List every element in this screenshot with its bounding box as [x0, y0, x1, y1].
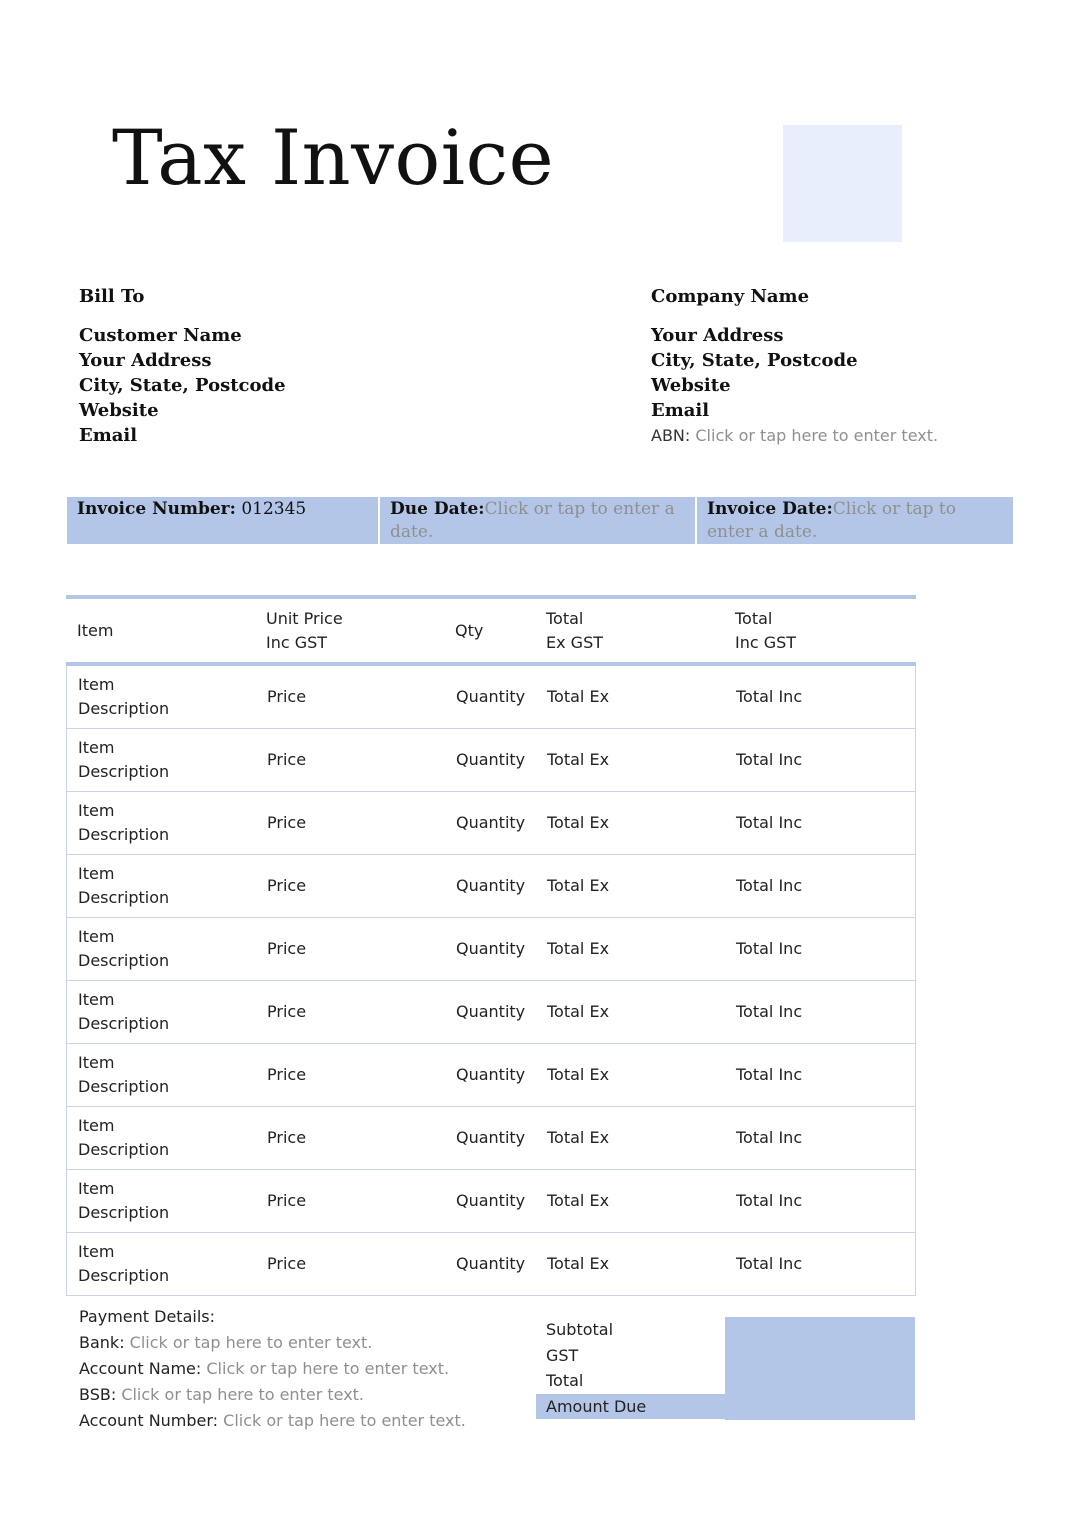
company-city[interactable]: City, State, Postcode	[651, 350, 858, 371]
cell-qty[interactable]: Quantity	[456, 687, 526, 706]
abn-line	[651, 423, 938, 448]
cell-total-inc[interactable]: Total Inc	[736, 1065, 803, 1084]
invoice-title: Tax Invoice	[112, 113, 555, 202]
totals-values-box[interactable]	[725, 1317, 915, 1420]
account-name-line: Account Name: Click or tap here to enter text.	[79, 1359, 450, 1378]
customer-name[interactable]: Customer Name	[79, 325, 242, 346]
due-date-box	[380, 497, 695, 544]
cell-total-inc[interactable]: Total Inc	[736, 1128, 803, 1147]
cell-total-inc[interactable]: Total Inc	[736, 1002, 803, 1021]
table-row	[66, 918, 916, 981]
cell-total-inc[interactable]: Total Inc	[736, 687, 803, 706]
cell-item[interactable]: Item Description	[78, 738, 170, 781]
payment-details	[79, 1304, 466, 1434]
line-items-table	[66, 595, 916, 1296]
amount-due-label: Amount Due	[536, 1394, 725, 1420]
bank-line: Bank: Click or tap here to enter text.	[79, 1333, 373, 1352]
cell-qty[interactable]: Quantity	[456, 1065, 526, 1084]
cell-qty[interactable]: Quantity	[456, 1128, 526, 1147]
cell-total-ex[interactable]: Total Ex	[547, 939, 610, 958]
header-item: Item	[77, 620, 114, 640]
company-block	[651, 284, 938, 448]
customer-website[interactable]: Website	[79, 400, 159, 421]
cell-qty[interactable]: Quantity	[456, 939, 526, 958]
header-qty: Qty	[455, 620, 484, 640]
bank-field[interactable]: Click or tap here to enter text.	[129, 1333, 373, 1352]
cell-item[interactable]: Item Description	[78, 990, 170, 1033]
table-row	[66, 1107, 916, 1170]
cell-price[interactable]: Price	[267, 876, 307, 895]
cell-price[interactable]: Price	[267, 813, 307, 832]
cell-total-ex[interactable]: Total Ex	[547, 687, 610, 706]
cell-total-ex[interactable]: Total Ex	[547, 1254, 610, 1273]
table-row	[66, 792, 916, 855]
cell-qty[interactable]: Quantity	[456, 813, 526, 832]
account-name-field[interactable]: Click or tap here to enter text.	[206, 1359, 450, 1378]
invoice-date-field[interactable]: Click or tap to enter a date.	[707, 499, 956, 542]
header-total-ex: Total Ex GST	[546, 608, 603, 652]
cell-total-inc[interactable]: Total Inc	[736, 1191, 803, 1210]
cell-item[interactable]: Item Description	[78, 927, 170, 970]
bill-to-heading: Bill To	[79, 286, 145, 307]
totals-labels	[536, 1317, 725, 1419]
cell-item[interactable]: Item Description	[78, 801, 170, 844]
cell-total-inc[interactable]: Total Inc	[736, 876, 803, 895]
cell-item[interactable]: Item Description	[78, 1116, 170, 1159]
table-row	[66, 1044, 916, 1107]
due-date-label: Due Date:	[390, 499, 485, 519]
header-total-inc: Total Inc GST	[735, 608, 797, 652]
invoice-number-label: Invoice Number:	[77, 499, 236, 519]
cell-total-inc[interactable]: Total Inc	[736, 813, 803, 832]
table-row	[66, 1170, 916, 1233]
cell-item[interactable]: Item Description	[78, 675, 170, 718]
cell-price[interactable]: Price	[267, 1191, 307, 1210]
table-row	[66, 729, 916, 792]
table-row	[66, 855, 916, 918]
subtotal-label: Subtotal	[546, 1320, 614, 1339]
cell-price[interactable]: Price	[267, 750, 307, 769]
table-row	[66, 981, 916, 1044]
abn-field[interactable]: Click or tap here to enter text.	[695, 426, 939, 445]
account-number-line: Account Number: Click or tap here to enter text.	[79, 1411, 466, 1430]
cell-total-inc[interactable]: Total Inc	[736, 939, 803, 958]
gst-label: GST	[546, 1345, 579, 1365]
cell-qty[interactable]: Quantity	[456, 1254, 526, 1273]
payment-heading: Payment Details:	[79, 1307, 215, 1326]
cell-qty[interactable]: Quantity	[456, 1002, 526, 1021]
cell-item[interactable]: Item Description	[78, 1179, 170, 1222]
invoice-date-label: Invoice Date:	[707, 499, 833, 519]
cell-qty[interactable]: Quantity	[456, 1191, 526, 1210]
cell-total-inc[interactable]: Total Inc	[736, 1254, 803, 1273]
due-date-field[interactable]: Click or tap to enter a date.	[390, 499, 675, 542]
company-name[interactable]: Company Name	[651, 286, 810, 307]
cell-item[interactable]: Item Description	[78, 1242, 170, 1285]
header-unit-price: Unit Price Inc GST	[266, 608, 343, 652]
company-email[interactable]: Email	[651, 400, 710, 421]
total-label: Total	[546, 1371, 584, 1390]
cell-price[interactable]: Price	[267, 1002, 307, 1021]
bsb-line: BSB: Click or tap here to enter text.	[79, 1385, 365, 1404]
table-header	[66, 595, 916, 666]
customer-email[interactable]: Email	[79, 425, 138, 446]
cell-qty[interactable]: Quantity	[456, 750, 526, 769]
cell-item[interactable]: Item Description	[78, 864, 170, 907]
cell-price[interactable]: Price	[267, 1254, 307, 1273]
cell-total-ex[interactable]: Total Ex	[547, 876, 610, 895]
cell-price[interactable]: Price	[267, 1065, 307, 1084]
cell-price[interactable]: Price	[267, 939, 307, 958]
company-website[interactable]: Website	[651, 375, 731, 396]
cell-total-ex[interactable]: Total Ex	[547, 1128, 610, 1147]
invoice-number-box	[67, 497, 378, 544]
table-row	[66, 666, 916, 729]
table-body	[66, 666, 916, 1296]
bill-to-block	[79, 284, 286, 448]
cell-price[interactable]: Price	[267, 1128, 307, 1147]
invoice-date-box	[697, 497, 1013, 544]
abn-label: ABN:	[651, 426, 691, 445]
cell-qty[interactable]: Quantity	[456, 876, 526, 895]
cell-total-ex[interactable]: Total Ex	[547, 1065, 610, 1084]
table-row	[66, 1233, 916, 1296]
customer-city[interactable]: City, State, Postcode	[79, 375, 286, 396]
cell-total-inc[interactable]: Total Inc	[736, 750, 803, 769]
cell-price[interactable]: Price	[267, 687, 307, 706]
logo-placeholder[interactable]	[783, 125, 902, 242]
bsb-field[interactable]: Click or tap here to enter text.	[121, 1385, 365, 1404]
cell-total-ex[interactable]: Total Ex	[547, 813, 610, 832]
cell-total-ex[interactable]: Total Ex	[547, 1191, 610, 1210]
cell-total-ex[interactable]: Total Ex	[547, 1002, 610, 1021]
invoice-number-value[interactable]: 012345	[241, 499, 307, 519]
company-address[interactable]: Your Address	[651, 325, 784, 346]
account-number-field[interactable]: Click or tap here to enter text.	[223, 1411, 466, 1430]
customer-address[interactable]: Your Address	[79, 350, 212, 371]
cell-item[interactable]: Item Description	[78, 1053, 170, 1096]
cell-total-ex[interactable]: Total Ex	[547, 750, 610, 769]
